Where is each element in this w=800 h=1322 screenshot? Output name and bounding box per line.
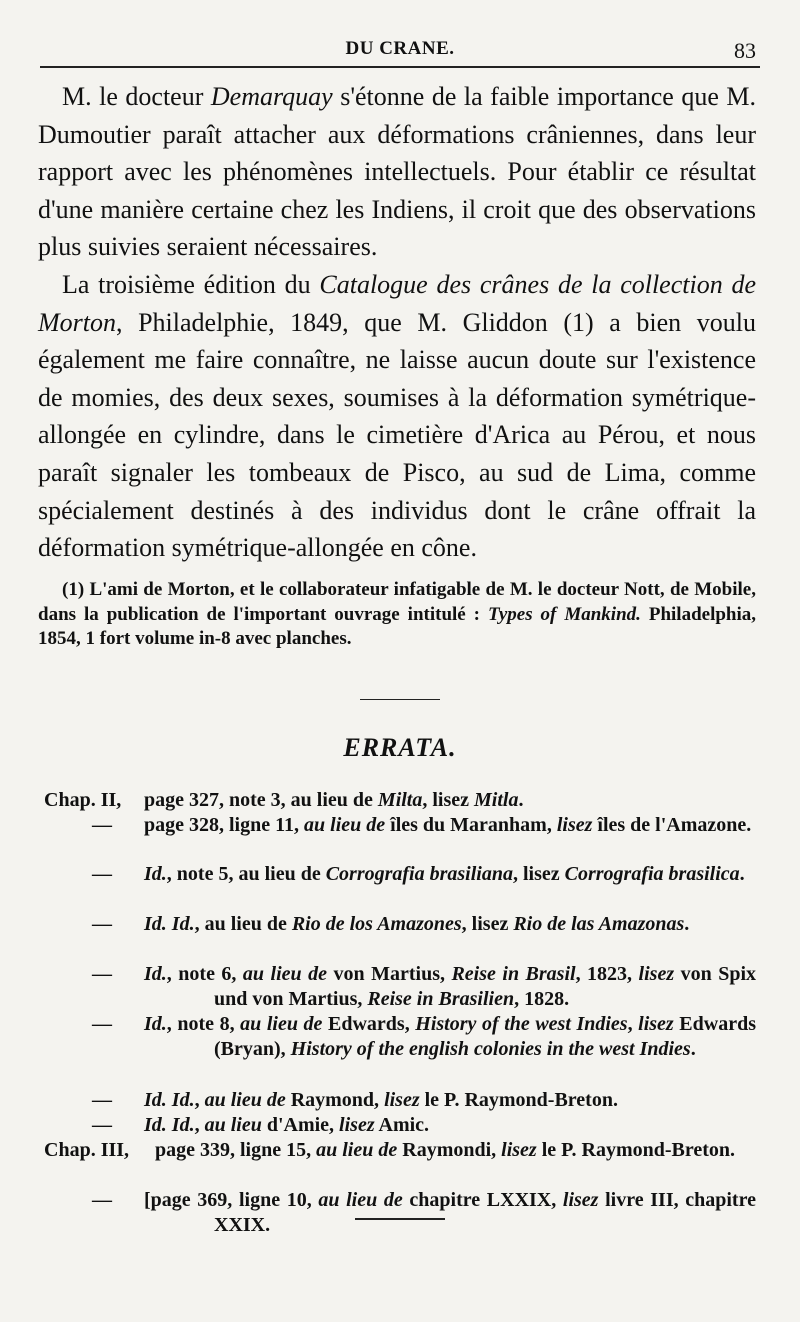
- errata-part: livre III, chapitre XXIX.: [214, 1189, 756, 1236]
- errata-text: [144, 862, 756, 887]
- errata-dash: —: [92, 1189, 112, 1211]
- errata-italic: lisez: [562, 1189, 599, 1211]
- paragraph: [38, 266, 756, 567]
- errata-italic: Reise in Brasilien: [367, 987, 515, 1010]
- paragraph-italic: Catalogue des crânes de la collection de Morton: [38, 269, 757, 337]
- errata-text: [144, 788, 756, 813]
- errata-italic: Id.: [144, 863, 167, 885]
- errata-part: le P. Raymond-Breton.: [536, 1139, 736, 1161]
- errata-italic: Id.: [144, 963, 167, 985]
- errata-text: [144, 813, 756, 838]
- errata-italic: Rio de las Amazonas: [513, 913, 685, 935]
- footnote-italic: Types of Mankind.: [487, 603, 641, 625]
- errata-dash: —: [92, 1114, 112, 1136]
- errata-chapter: Chap. II,: [44, 789, 122, 811]
- paragraph-text: La troisième édition du: [62, 269, 320, 299]
- errata-italic: Id. Id.: [144, 1089, 195, 1111]
- errata-part: ,: [627, 1013, 639, 1035]
- errata-italic: au lieu de: [304, 814, 386, 836]
- errata-title: ERRATA.: [343, 733, 457, 762]
- errata-italic: lisez: [501, 1139, 537, 1161]
- errata-text: [144, 1088, 756, 1113]
- errata-italic: Id.: [144, 1013, 167, 1035]
- running-title: DU CRANE.: [345, 38, 455, 59]
- errata-italic: au lieu de: [318, 1189, 403, 1211]
- errata-part: Edwards,: [322, 1013, 416, 1035]
- footnote-part: Philadelphia, 1854, 1 fort volume in-8 avec planches.: [38, 603, 757, 649]
- page-number: 83: [734, 38, 756, 63]
- errata-part: .: [684, 913, 690, 935]
- errata-italic: au lieu de: [240, 1013, 323, 1035]
- errata-italic: lisez: [384, 1089, 420, 1111]
- errata-part: von Martius,: [327, 963, 452, 985]
- errata-text: [155, 1138, 756, 1163]
- footnote-text: [38, 578, 756, 652]
- errata-dash: —: [92, 1089, 112, 1111]
- errata-part: Raymond,: [285, 1089, 385, 1111]
- errata-part: le P. Raymond-Breton.: [419, 1089, 618, 1111]
- errata-italic: au lieu de: [204, 1089, 286, 1111]
- errata-italic: Rio de los Amazones: [291, 913, 462, 935]
- errata-part: Raymondi,: [397, 1139, 502, 1161]
- errata-italic: Corrografia brasiliana: [325, 863, 513, 885]
- errata-italic: lisez: [638, 963, 675, 985]
- errata-italic: Reise in Brasil: [451, 963, 576, 985]
- errata-italic: lisez: [638, 1013, 674, 1035]
- errata-italic: lisez: [339, 1114, 375, 1136]
- errata-chapter: Chap. III,: [44, 1139, 130, 1161]
- separator-rule: [360, 699, 440, 700]
- errata-part: , 1828.: [514, 987, 570, 1010]
- errata-part: d'Amie,: [261, 1114, 340, 1136]
- paragraph-text: , Philadelphie, 1849, que M. Gliddon (1) a bien voulu également me faire connaître, ne laisse aucun doute sur l'existence de momies, des deux sexes, soumises à la déformation symétrique-allongée en cylindre, dans le cimetière d'Arica au Pérou, et nous paraît signaler les tombeaux de Pisco, au sud de Lima, comme spécialement destinés à des individus dont le crâne offrait la déformation symétrique-allongée en cône.: [38, 307, 756, 563]
- errata-dash: —: [92, 863, 112, 885]
- errata-part: , note 8,: [166, 1013, 241, 1035]
- errata-part: , lisez: [461, 913, 514, 935]
- errata-part: page 327, note 3, au lieu de: [144, 789, 378, 811]
- errata-part: .: [690, 1037, 696, 1060]
- errata-part: ,: [194, 1089, 205, 1111]
- header-rule: [40, 66, 760, 68]
- errata-part: , au lieu de: [194, 913, 292, 935]
- errata-part: .: [518, 789, 524, 811]
- errata-part: .: [739, 863, 745, 885]
- errata-dash: —: [92, 963, 112, 985]
- errata-part: ,: [194, 1114, 205, 1136]
- errata-part: page 328, ligne 11,: [144, 814, 305, 836]
- errata-part: , note 6,: [166, 963, 243, 985]
- errata-text: [144, 1188, 756, 1237]
- errata-part: , note 5, au lieu de: [166, 863, 326, 885]
- end-rule: [355, 1218, 445, 1220]
- errata-text: [144, 1012, 756, 1061]
- errata-part: , lisez: [512, 863, 565, 885]
- errata-dash: —: [92, 1013, 112, 1035]
- errata-dash: —: [92, 913, 112, 935]
- main-text: [38, 78, 756, 567]
- paragraph-text: s'étonne de la faible importance que M. Dumoutier paraît attacher aux déformations crâniennes, dans leur rapport avec les phénomènes intellectuels. Pour établir ce résultat d'une manière certaine chez les Indiens, il croit que des observations plus suivies seraient nécessaires.: [38, 82, 756, 262]
- errata-part: chapitre LXXIX,: [402, 1189, 563, 1211]
- errata-part: von Spix und von Martius,: [214, 963, 757, 1010]
- errata-italic: History of the english colonies in the west Indies: [290, 1037, 691, 1060]
- errata-text: [144, 912, 756, 937]
- footnote-part: (1) L'ami de Morton, et le collaborateur infatigable de M. le docteur Nott, de Mobile, dans la publication de l'important ouvrage intitulé :: [38, 579, 756, 625]
- running-header: [40, 38, 760, 68]
- errata-italic: History of the west Indies: [415, 1013, 628, 1035]
- paragraph: [38, 78, 756, 266]
- errata-italic: Corrografia brasilica: [564, 863, 740, 885]
- errata-text: [144, 962, 756, 1011]
- errata-part: îles du Maranham,: [385, 814, 557, 836]
- errata-dash: —: [92, 814, 112, 836]
- errata-italic: lisez: [556, 814, 593, 836]
- errata-part: îles de l'Amazone.: [592, 814, 752, 836]
- errata-part: page 339, ligne 15,: [155, 1139, 317, 1161]
- errata-part: Amic.: [374, 1114, 430, 1136]
- errata-italic: Id. Id.: [144, 1114, 195, 1136]
- errata-text: [144, 1113, 756, 1138]
- errata-italic: Id. Id.: [144, 913, 195, 935]
- errata-italic: au lieu de: [316, 1139, 398, 1161]
- footnote: [38, 578, 756, 652]
- errata-part: Edwards (Bryan),: [214, 1013, 756, 1060]
- errata-italic: au lieu: [204, 1114, 262, 1136]
- paragraph-italic: Demarquay: [210, 82, 333, 111]
- errata-part: , 1823,: [575, 963, 639, 985]
- errata-part: , lisez: [422, 789, 475, 811]
- errata-italic: Milta: [377, 789, 423, 811]
- errata-italic: au lieu de: [242, 963, 328, 985]
- errata-italic: Mitla: [474, 789, 519, 811]
- errata-part: [page 369, ligne 10,: [144, 1189, 319, 1211]
- paragraph-text: M. le docteur: [62, 82, 211, 111]
